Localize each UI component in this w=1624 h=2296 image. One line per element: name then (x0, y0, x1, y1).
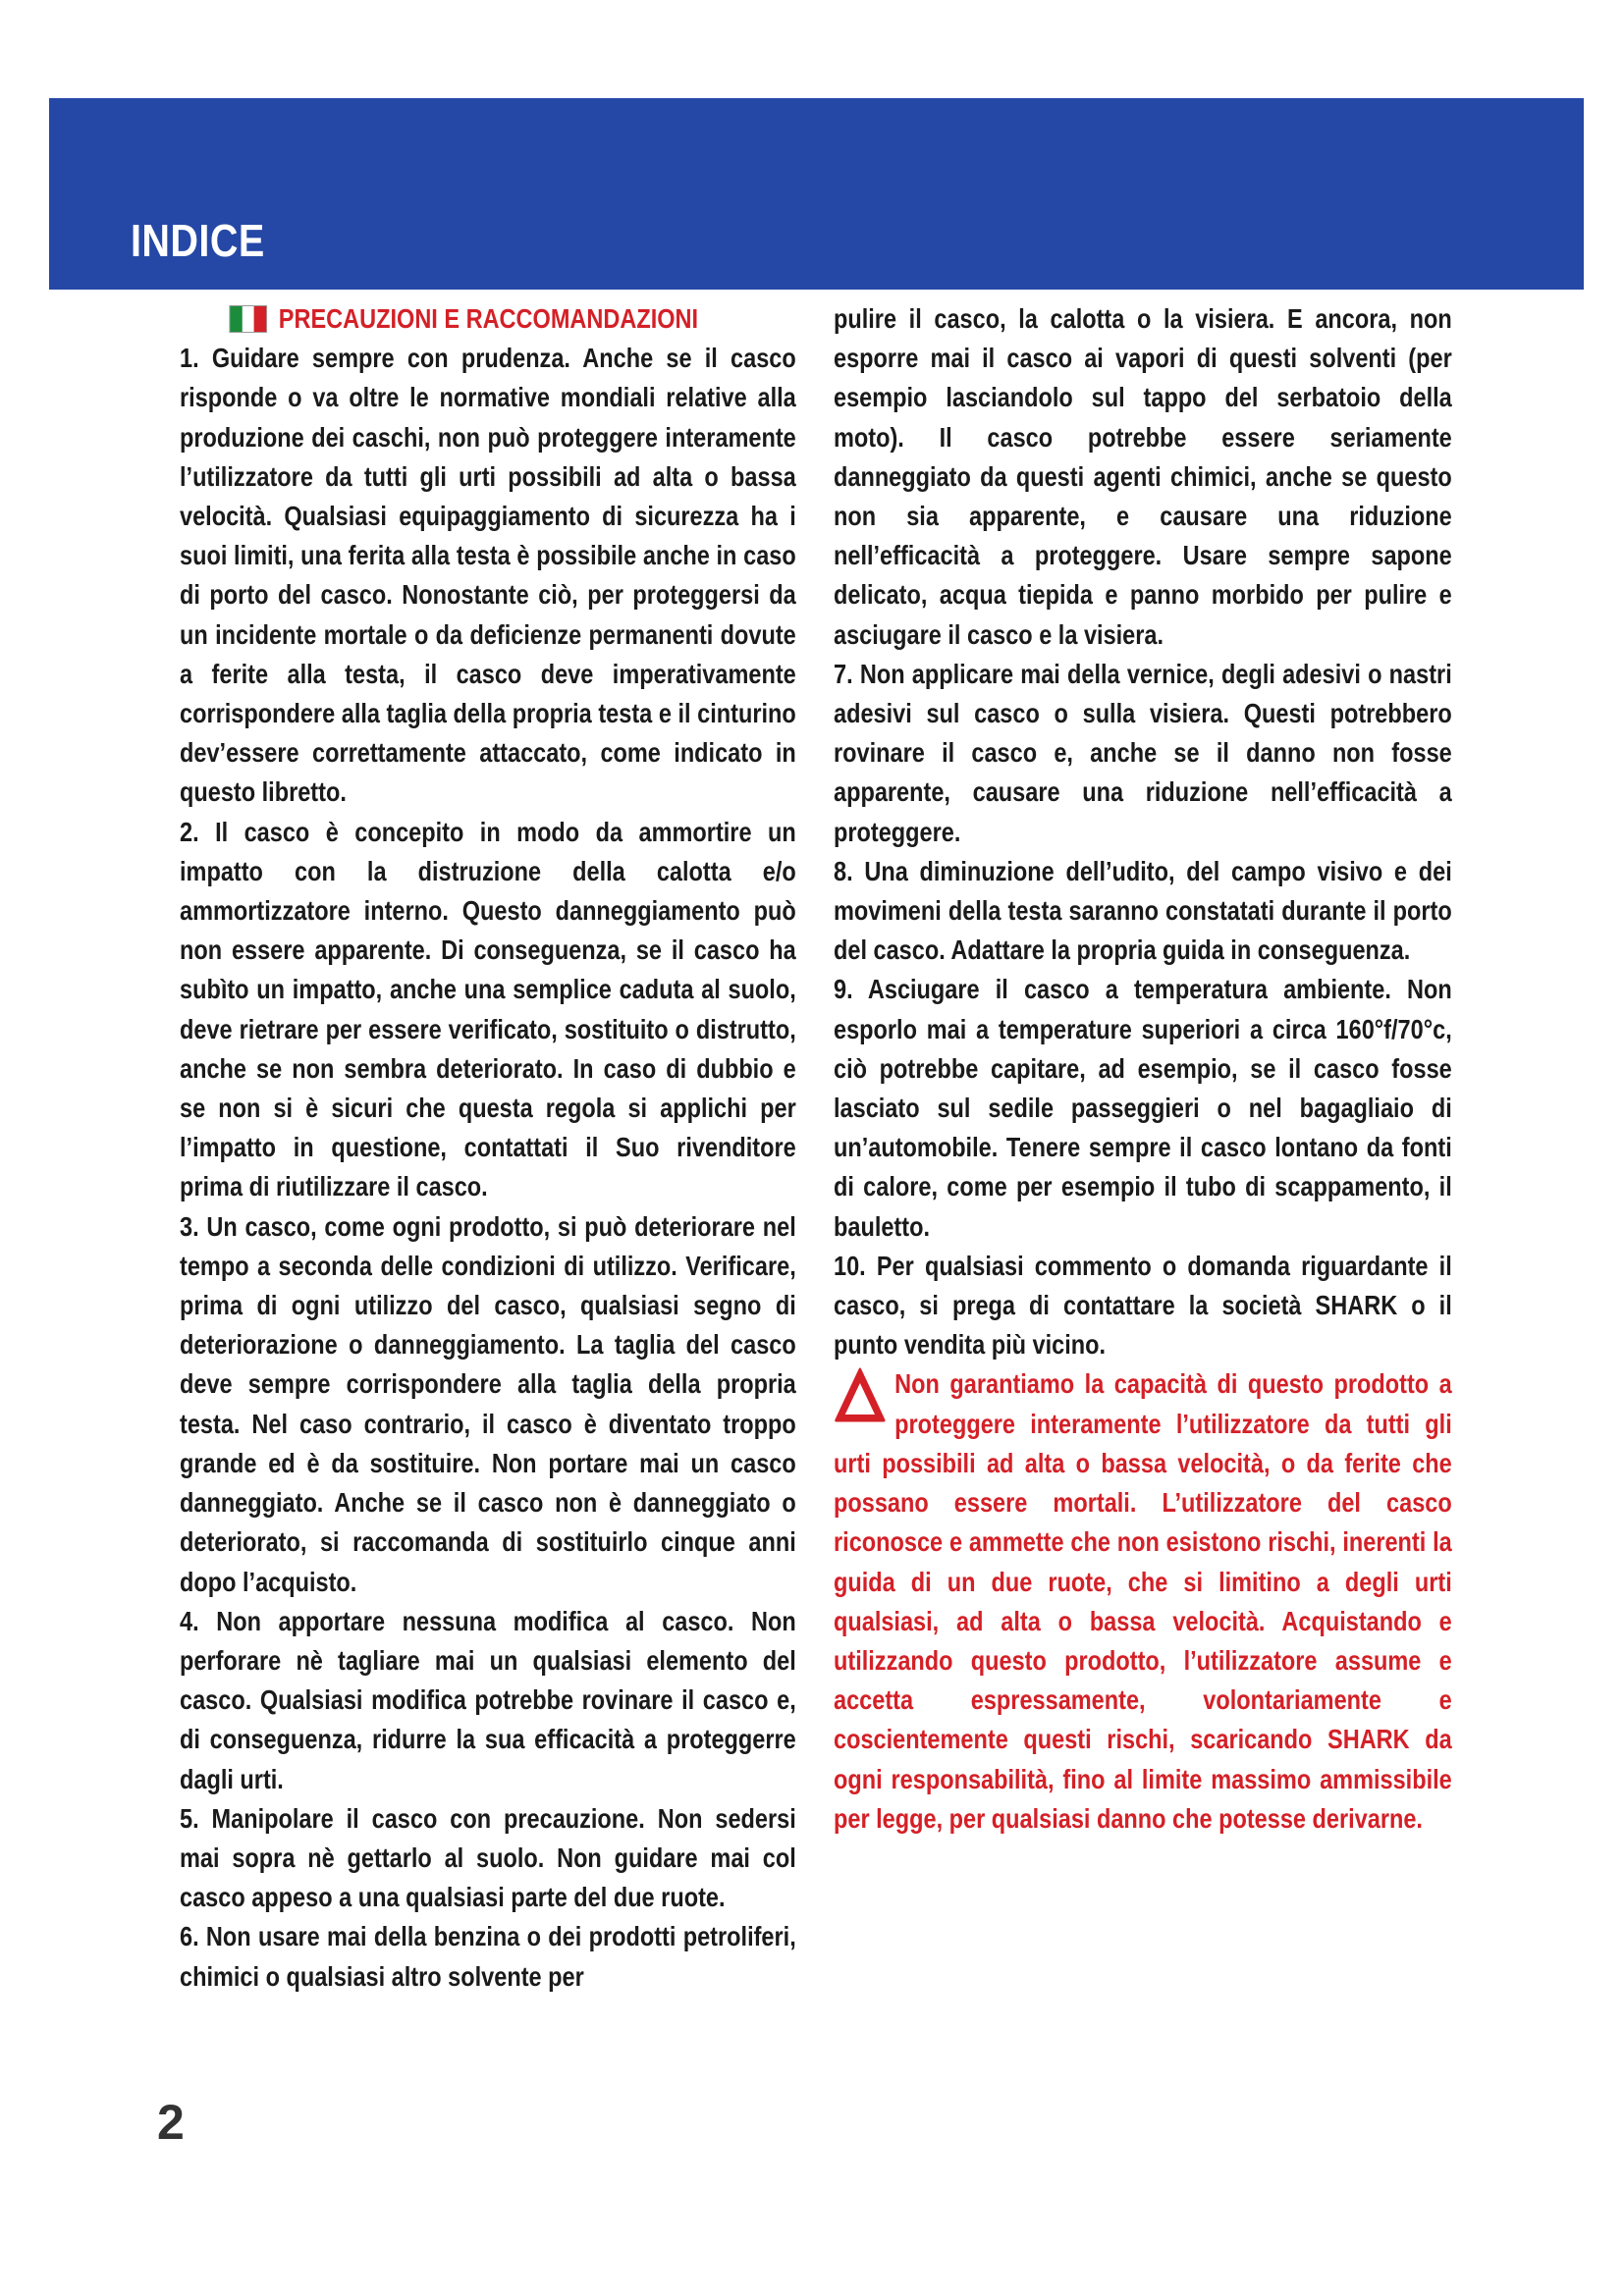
warning-text: Non garantiamo la capacità di questo prodotto a proteggere interamente l’utilizzatore da tutti gli urti possibili ad alta o bassa velocità, o da ferite che possano essere mortali. L’utilizzatore del casco riconosce e ammette che non esistono rischi, inerenti la guida di un due ruote, che si limitino a degli urti qualsiasi, ad alta o bassa velocità. Acquistando e utilizzando questo prodotto, l’utilizzatore assume e accetta espressamente, volontariamente e coscientemente questi rischi, scaricando SHARK da ogni responsabilità, fino al limite massimo ammissibile per legge, per qualsiasi danno che potesse derivarne. (834, 1368, 1452, 1834)
paragraph-1: 1. Guidare sempre con prudenza. Anche se il casco risponde o va oltre le normative mondiali relative alla produzione dei caschi, non può proteggere interamente l’utilizzatore da tutti gli urti possibili ad alta o bassa velocità. Qualsiasi equipaggiamento di sicurezza ha i suoi limiti, una ferita alla testa è possibile anche in caso di porto del casco. Nonostante ciò, per proteggersi da un incidente mortale o da deficienze permanenti dovute a ferite alla testa, il casco deve imperativamente corrispondere alla taglia della propria testa e il cinturino dev’essere correttamente attaccato, come indicato in questo libretto. (180, 343, 796, 808)
warning-triangle-icon (834, 1366, 887, 1423)
paragraph-5: 5. Manipolare il casco con precauzione. Non sedersi mai sopra nè gettarlo al suolo. Non guidare mai col casco appeso a una qualsiasi parte del due ruote. (180, 1802, 796, 1913)
paragraph-2: 2. Il casco è concepito in modo da ammortire un impatto con la distruzione della calotta e/o ammortizzatore interno. Questo danneggiamento può non essere apparente. Di conseguenza, se il casco ha subìto un impatto, anche una semplice caduta al suolo, deve rietrare per essere verificato, sostituito o distrutto, anche se non sembra deteriorato. In caso di dubbio e se non si è sicuri che questa regola si applichi per l’impatto in questione, contattati il Suo rivenditore prima di riutilizzare il casco. (180, 816, 796, 1202)
paragraph-3: 3. Un casco, come ogni prodotto, si può deteriorare nel tempo a seconda delle condizioni di utilizzo. Verificare, prima di ogni utilizzo del casco, qualsiasi segno di deteriorazione o danneggiamento. La taglia del casco deve sempre corrispondere alla taglia della propria testa. Nel caso contrario, il casco è diventato troppo grande ed è da sostituire. Non portare mai un casco danneggiato. Anche se il casco non è danneggiato o deteriorato, si raccomanda di sostituirlo cinque anni dopo l’acquisto. (180, 1210, 796, 1597)
page-title: INDICE (131, 215, 265, 266)
paragraph-10: 10. Per qualsiasi commento o domanda riguardante il casco, si prega di contattare la società SHARK o il punto vendita più vicino. (834, 1250, 1452, 1361)
page-number: 2 (157, 2095, 185, 2150)
section-title: PRECAUZIONI E RACCOMANDAZIONI (278, 303, 699, 334)
paragraph-9: 9. Asciugare il casco a temperatura ambiente. Non esporlo mai a temperature superiori a circa 160°f/70°c, ciò potrebbe capitare, ad esempio, se il casco fosse lasciato sul sedile passeggieri o nel bagagliaio di un’automobile. Tenere sempre il casco lontano da fonti di calore, come per esempio il tubo di scappamento, il bauletto. (834, 974, 1452, 1242)
paragraph-6-continued: pulire il casco, la calotta o la visiera. E ancora, non esporre mai il casco ai vapori di questi solventi (per esempio lasciandolo sul tappo del serbatoio della moto). Il casco potrebbe essere seriamente danneggiato da questi agenti chimici, anche se questo non sia apparente, e causare una riduzione nell’efficacità a proteggere. Usare sempre sapone delicato, acqua tiepida e panno morbido per pulire e asciugare il casco e la visiera. (834, 303, 1452, 650)
left-column (180, 299, 796, 1997)
warning-text-block (834, 1364, 1452, 1838)
italian-flag-icon (229, 305, 267, 333)
paragraph-8: 8. Una diminuzione dell’udito, del campo visivo e dei movimeni della testa saranno constatati durante il porto del casco. Adattare la propria guida in conseguenza. (834, 855, 1452, 966)
paragraph-7: 7. Non applicare mai della vernice, degli adesivi o nastri adesivi sul casco o sulla visiera. Questi potrebbero rovinare il casco e, anche se il danno non fosse apparente, causare una riduzione nell’efficacità a proteggere. (834, 658, 1452, 847)
section-heading (180, 299, 796, 339)
paragraph-4: 4. Non apportare nessuna modifica al casco. Non perforare nè tagliare mai un qualsiasi elemento del casco. Qualsiasi modifica potrebbe rovinare il casco e, di conseguenza, ridurre la sua efficacità a proteggerre dagli urti. (180, 1605, 796, 1794)
header-banner (49, 98, 1584, 290)
paragraph-6: 6. Non usare mai della benzina o dei prodotti petroliferi, chimici o qualsiasi altro solvente per (180, 1921, 796, 1992)
right-column (834, 299, 1452, 1839)
